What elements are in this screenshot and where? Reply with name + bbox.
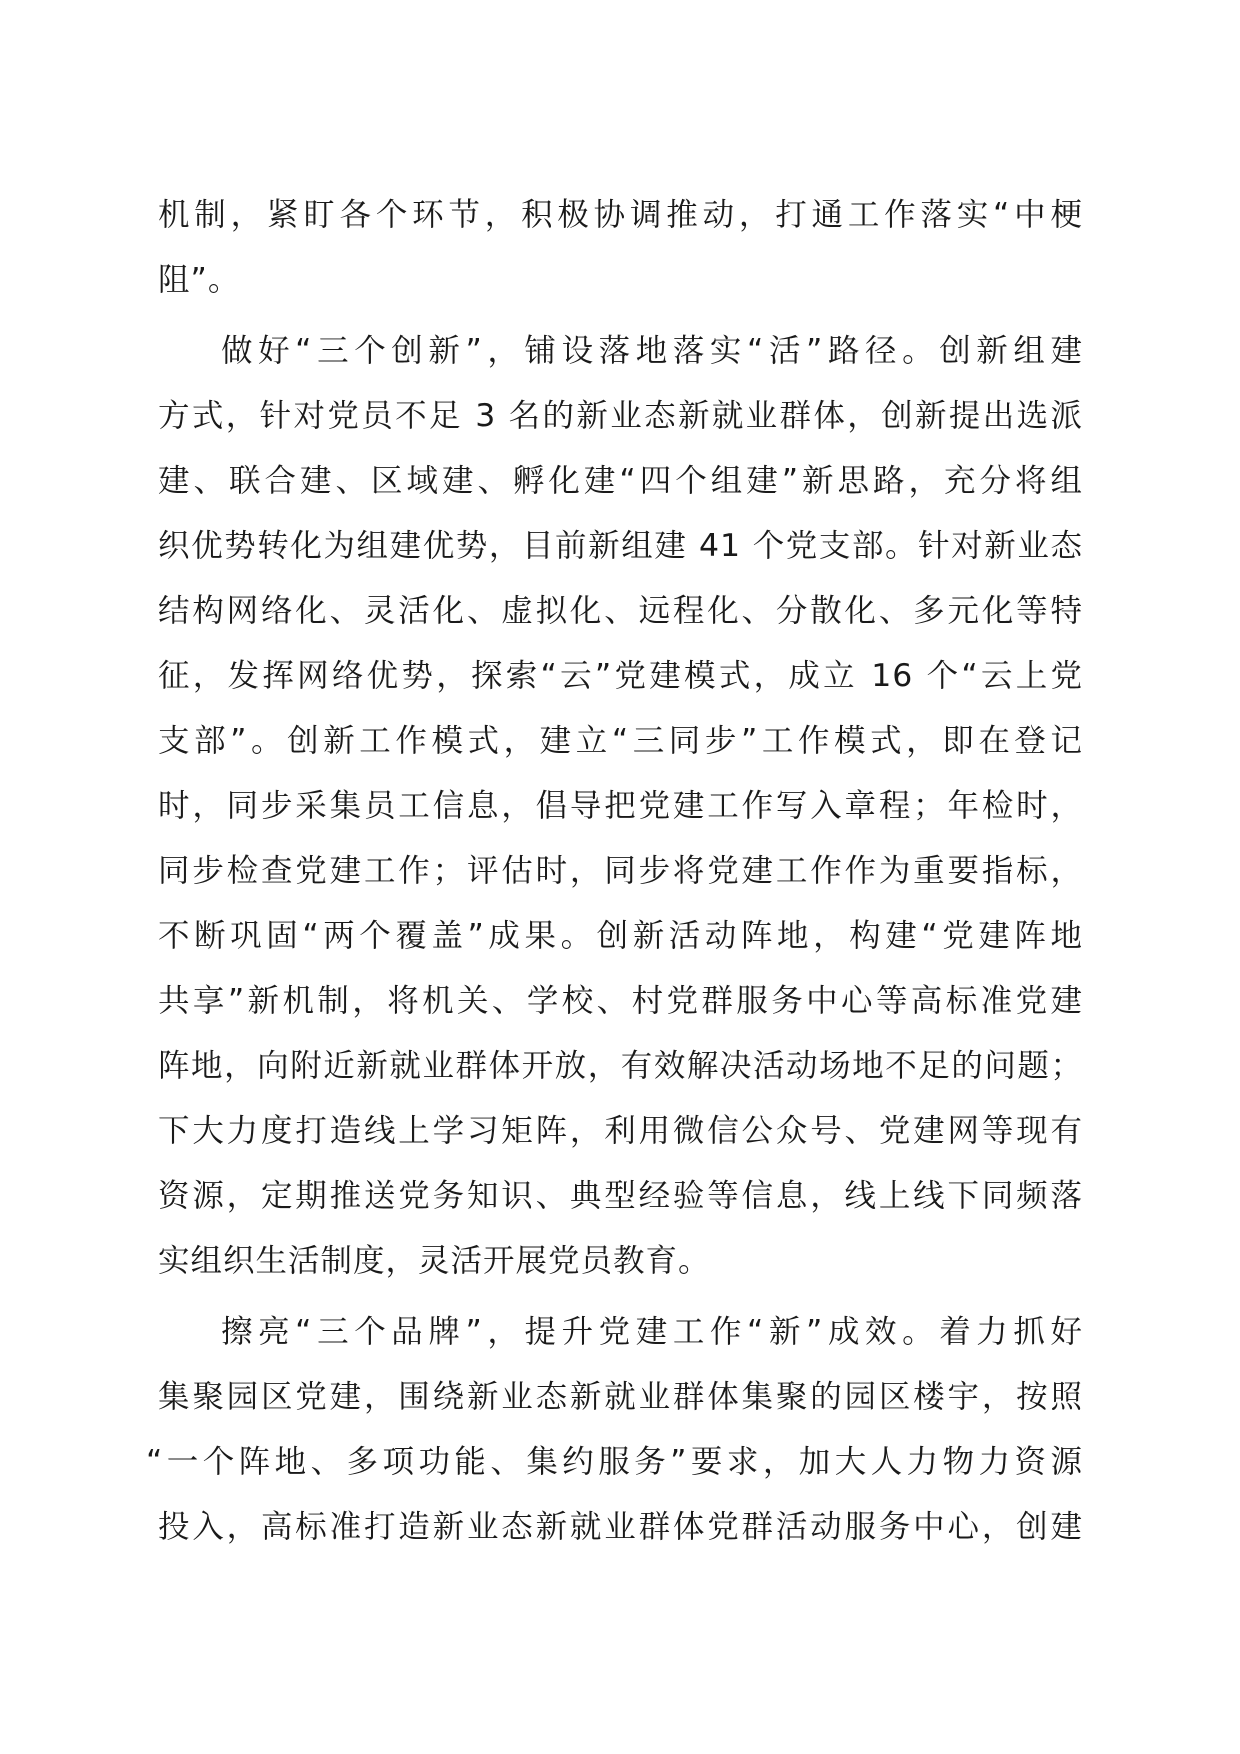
paragraph-3-line-2: 集聚园区党建，围绕新业态新就业群体集聚的园区楼宇，按照 [158, 1379, 1083, 1415]
paragraph-2-line-12: 阵地，向附近新就业群体开放，有效解决活动场地不足的问题； [158, 1048, 1083, 1084]
paragraph-2-line-14: 资源，定期推送党务知识、典型经验等信息，线上线下同频落 [158, 1178, 1083, 1214]
paragraph-2-line-8: 时，同步采集员工信息，倡导把党建工作写入章程；年检时， [158, 788, 1083, 824]
paragraph-2-line-3: 建、联合建、区域建、孵化建“四个组建”新思路，充分将组 [158, 463, 1083, 499]
paragraph-2-line-4: 织优势转化为组建优势，目前新组建 41 个党支部。针对新业态 [158, 528, 1083, 564]
paragraph-2-line-5: 结构网络化、灵活化、虚拟化、远程化、分散化、多元化等特 [158, 593, 1083, 629]
paragraph-2-line-2: 方式，针对党员不足 3 名的新业态新就业群体，创新提出选派 [158, 398, 1083, 434]
paragraph-2-line-9: 同步检查党建工作；评估时，同步将党建工作作为重要指标， [158, 853, 1083, 889]
paragraph-3-line-3: “一个阵地、多项功能、集约服务”要求，加大人力物力资源 [146, 1444, 1083, 1480]
paragraph-3-line-4: 投入，高标准打造新业态新就业群体党群活动服务中心，创建 [158, 1509, 1083, 1545]
paragraph-1-line-2: 阻”。 [158, 262, 241, 298]
paragraph-2-line-1: 做好“三个创新”，铺设落地落实“活”路径。创新组建 [221, 333, 1083, 369]
paragraph-2-line-6: 征，发挥网络优势，探索“云”党建模式，成立 16 个“云上党 [158, 658, 1083, 694]
paragraph-2-line-7: 支部”。创新工作模式，建立“三同步”工作模式，即在登记 [158, 723, 1083, 759]
paragraph-2-line-13: 下大力度打造线上学习矩阵，利用微信公众号、党建网等现有 [158, 1113, 1083, 1149]
paragraph-2-line-10: 不断巩固“两个覆盖”成果。创新活动阵地，构建“党建阵地 [158, 918, 1083, 954]
paragraph-3-line-1: 擦亮“三个品牌”，提升党建工作“新”成效。着力抓好 [221, 1314, 1083, 1350]
paragraph-2-line-15: 实组织生活制度，灵活开展党员教育。 [158, 1243, 711, 1279]
paragraph-1-line-1: 机制，紧盯各个环节，积极协调推动，打通工作落实“中梗 [158, 197, 1083, 233]
document-body [146, 183, 1083, 1560]
paragraph-2-line-11: 共享”新机制，将机关、学校、村党群服务中心等高标准党建 [158, 983, 1083, 1019]
